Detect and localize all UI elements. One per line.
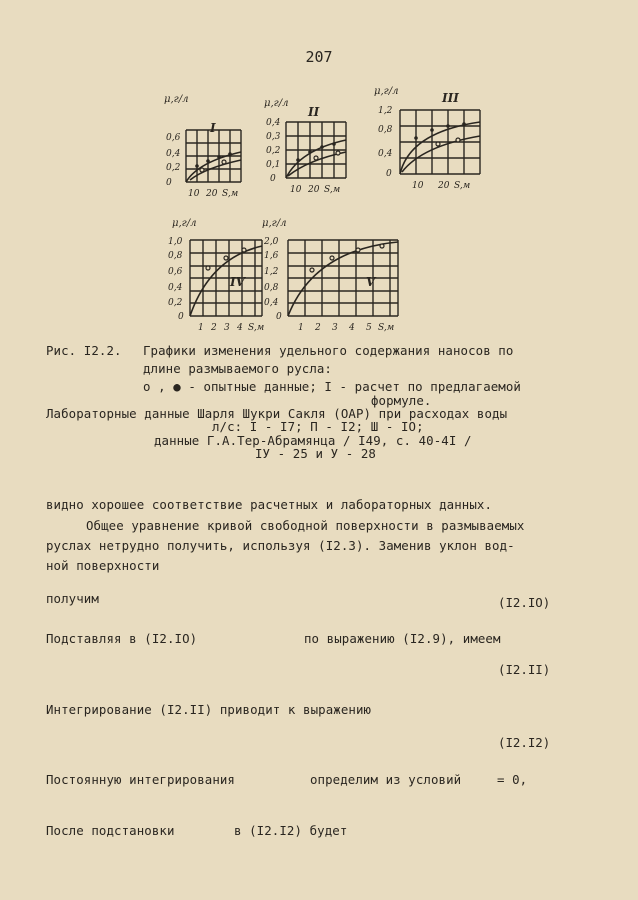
- graph-1-xtick: S,м: [222, 189, 239, 199]
- graph-2-ytick: 0: [270, 174, 276, 184]
- graph-4-xtick: S,м: [248, 323, 265, 333]
- graph-2-ytick: 0,3: [266, 132, 281, 142]
- paragraph-line: определим из условий: [310, 772, 462, 787]
- graph-5-grid: [288, 240, 398, 316]
- paragraph-line: руслах нетрудно получить, используя (I2.3). Заменив уклон вод-: [46, 538, 515, 553]
- graph-1-point: [200, 168, 204, 172]
- graph-5-xtick: 3: [332, 323, 338, 333]
- caption-label: Рис. I2.2.: [46, 343, 122, 358]
- graph-5-xtick: S,м: [378, 323, 395, 333]
- graph-3-ytick: 0,8: [378, 125, 393, 135]
- graph-1-xtick: 20: [206, 189, 218, 199]
- graph-5-ytick: 0,4: [264, 298, 279, 308]
- equation-number: (I2.IO): [498, 595, 551, 610]
- graph-5-ytick: 0,8: [264, 283, 279, 293]
- graph-1-ytick: 0,6: [166, 133, 181, 143]
- graph-2-point: [320, 145, 324, 149]
- graph-5-ytick: 2,0: [264, 237, 279, 247]
- equation-number: (I2.II): [498, 662, 551, 677]
- caption-line: IУ - 25 и У - 28: [255, 446, 376, 461]
- graph-1-xtick: 10: [188, 189, 200, 199]
- graph-3-xtick: 20: [438, 181, 450, 191]
- graph-4-grid: [190, 240, 262, 316]
- graph-2: [258, 92, 358, 202]
- graph-2-roman: II: [308, 105, 320, 119]
- graph-5-ytick: 1,6: [264, 251, 279, 261]
- graph-5-ytick: 0: [276, 312, 282, 322]
- graph-2-xtick: 10: [290, 185, 302, 195]
- graph-3-ytick: 0: [386, 169, 392, 179]
- paragraph-line: получим: [46, 591, 99, 606]
- graph-3-ylabel: μ,г/л: [374, 86, 399, 97]
- graph-5-xtick: 4: [349, 323, 355, 333]
- graph-3-point: [456, 138, 460, 142]
- graph-5: [262, 212, 412, 334]
- page-number: 207: [305, 48, 333, 66]
- graph-3-point: [430, 128, 434, 132]
- graph-1-point: [206, 159, 210, 163]
- paragraph-line: После подстановки: [46, 823, 175, 838]
- graph-3-point: [446, 124, 450, 128]
- graph-5-xtick: 5: [366, 323, 372, 333]
- graph-4-ytick: 0,6: [168, 267, 183, 277]
- graph-5-point: [330, 256, 334, 260]
- equation-number: (I2.I2): [498, 735, 551, 750]
- graph-2-ytick: 0,2: [266, 146, 281, 156]
- graph-1-roman: I: [210, 121, 216, 135]
- paragraph-line: видно хорошее соответствие расчетных и лабораторных данных.: [46, 497, 493, 512]
- graph-5-point: [310, 268, 314, 272]
- graph-3-roman: III: [442, 91, 459, 105]
- graph-5-point: [356, 248, 360, 252]
- graph-3-point: [436, 142, 440, 146]
- caption-line: данные Г.А.Тер-Абрамянца / I49, с. 40-4I /: [154, 433, 472, 448]
- graph-4-point: [224, 256, 228, 260]
- graph-4-ytick: 1,0: [168, 237, 183, 247]
- paragraph-line: по выражению (I2.9), имеем: [304, 631, 501, 646]
- graph-5-point: [380, 244, 384, 248]
- graph-4-roman: IV: [230, 275, 245, 289]
- caption-line: Графики изменения удельного содержания наносов по: [143, 343, 514, 358]
- graph-1-grid: [186, 130, 241, 182]
- graph-3-xtick: S,м: [454, 181, 471, 191]
- graph-2-ylabel: μ,г/л: [264, 98, 289, 109]
- caption-line: формуле.: [371, 393, 432, 408]
- caption-line: длине размываемого русла:: [143, 361, 332, 376]
- graph-4-xtick: 1: [198, 323, 204, 333]
- graph-4-xtick: 2: [211, 323, 217, 333]
- graph-2-ytick: 0,4: [266, 118, 281, 128]
- paragraph-line: Общее уравнение кривой свободной поверхности в размываемых: [86, 518, 525, 533]
- graph-4-point: [242, 248, 246, 252]
- graph-1: [150, 90, 250, 200]
- graph-2-point: [336, 151, 340, 155]
- graph-3-grid: [400, 110, 480, 174]
- graph-3-point: [462, 122, 466, 126]
- graph-2-ytick: 0,1: [266, 160, 281, 170]
- graph-4-ytick: 0: [178, 312, 184, 322]
- graph-3-ytick: 1,2: [378, 106, 393, 116]
- graph-4-ytick: 0,2: [168, 298, 183, 308]
- graph-4-point: [206, 266, 210, 270]
- graph-4-ytick: 0,4: [168, 283, 183, 293]
- graph-5-ytick: 1,2: [264, 267, 279, 277]
- graph-2-point: [332, 142, 336, 146]
- graph-1-ylabel: μ,г/л: [164, 94, 189, 105]
- caption-line: л/с: I - I7; П - I2; Ш - IO;: [212, 419, 424, 434]
- graph-3-xtick: 10: [412, 181, 424, 191]
- graph-1-point: [195, 164, 199, 168]
- graph-4: [160, 212, 275, 334]
- caption-legend: о , ● - опытные данные; I - расчет по предлагаемой: [143, 379, 521, 394]
- graph-5-xtick: 1: [298, 323, 304, 333]
- graph-1-point: [222, 160, 226, 164]
- graph-4-ylabel: μ,г/л: [172, 218, 197, 229]
- caption-line: Лабораторные данные Шарля Шукри Сакля (ОАР) при расходах воды: [46, 406, 508, 421]
- graph-2-point: [296, 158, 300, 162]
- graph-4-xtick: 4: [237, 323, 243, 333]
- paragraph-line: Постоянную интегрирования: [46, 772, 235, 787]
- paragraph-line: ной поверхности: [46, 558, 160, 573]
- graph-2-xtick: 20: [308, 185, 320, 195]
- paragraph-line: = 0,: [497, 772, 528, 787]
- graph-3-ytick: 0,4: [378, 149, 393, 159]
- graph-2-point: [308, 150, 312, 154]
- graph-5-xtick: 2: [315, 323, 321, 333]
- graph-1-ytick: 0,4: [166, 149, 181, 159]
- paragraph-line: Подставляя в (I2.IO): [46, 631, 198, 646]
- graph-5-ylabel: μ,г/л: [262, 218, 287, 229]
- graph-3: [372, 80, 492, 198]
- graph-3-point: [414, 136, 418, 140]
- graph-2-xtick: S,м: [324, 185, 341, 195]
- paragraph-line: Интегрирование (I2.II) приводит к выражению: [46, 702, 372, 717]
- graph-1-point: [228, 152, 232, 156]
- graph-2-point: [314, 156, 318, 160]
- graph-4-xtick: 3: [224, 323, 230, 333]
- graph-1-point: [217, 155, 221, 159]
- graph-4-ytick: 0,8: [168, 251, 183, 261]
- graph-3-curve: [400, 122, 480, 174]
- graph-1-ytick: 0: [166, 178, 172, 188]
- graph-5-roman: V: [366, 275, 376, 289]
- paragraph-line: в (I2.I2) будет: [234, 823, 348, 838]
- graph-1-ytick: 0,2: [166, 163, 181, 173]
